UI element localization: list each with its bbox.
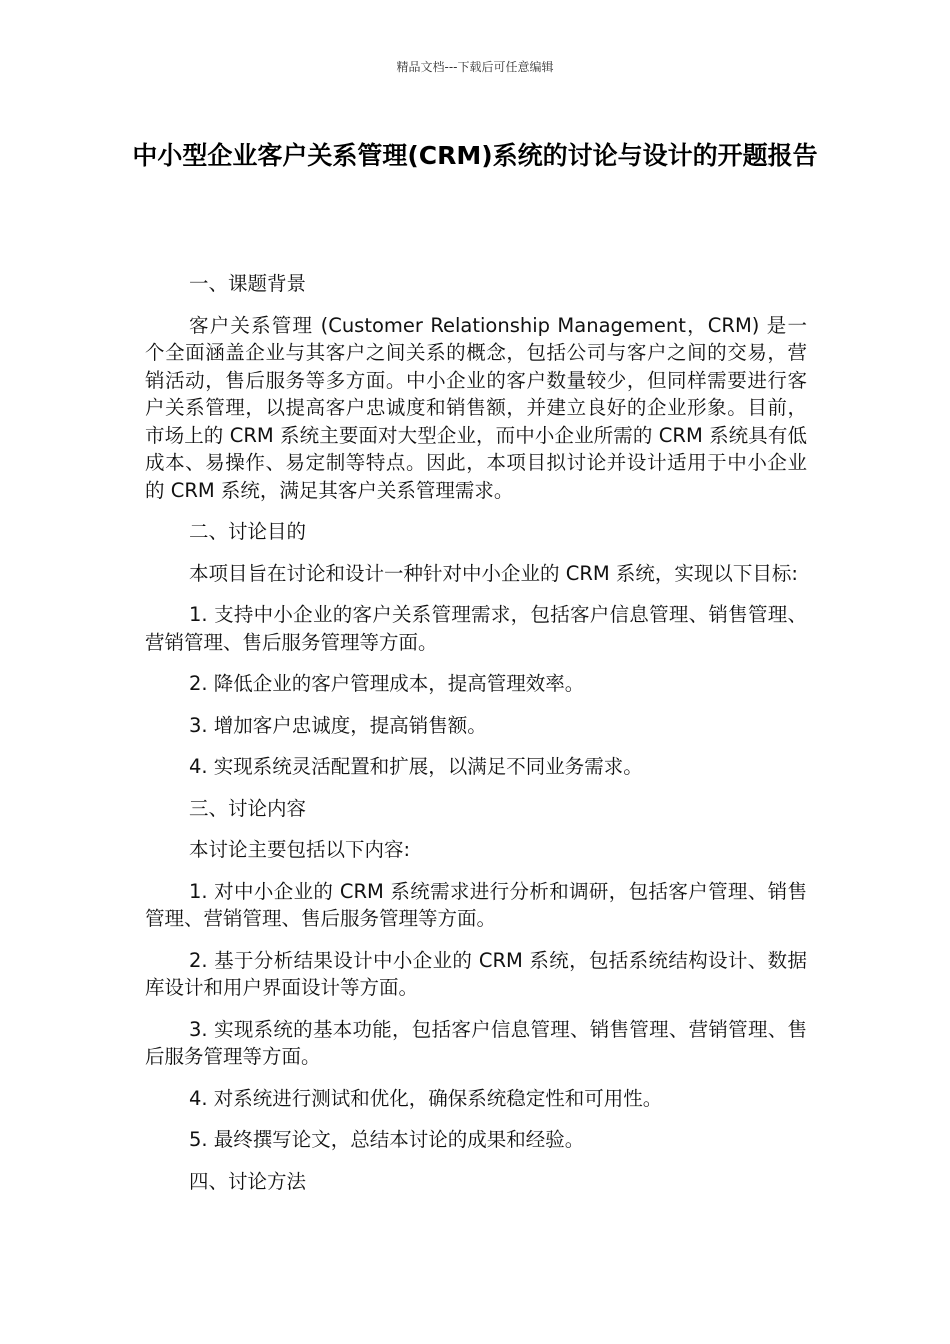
list-item-content-2: 2. 基于分析结果设计中小企业的 CRM 系统，包括系统结构设计、数据库设计和用户界面设计等方面。: [145, 948, 807, 999]
document-body: [145, 270, 807, 1209]
section-heading-method: 四、讨论方法: [189, 1169, 307, 1193]
page-header-note: 精品文档---下载后可任意编辑: [396, 60, 554, 74]
list-item-goal-3: 3. 增加客户忠诚度，提高销售额。: [189, 713, 487, 737]
list-item-content-1: 1. 对中小企业的 CRM 系统需求进行分析和调研，包括客户管理、销售管理、营销管理、售后服务管理等方面。: [145, 879, 807, 930]
list-item-content-5: 5. 最终撰写论文，总结本讨论的成果和经验。: [189, 1128, 585, 1151]
paragraph-background: 客户关系管理 (Customer Relationship Management，CRM) 是一个全面涵盖企业与其客户之间关系的概念，包括公司与客户之间的交易，营销活动，售后服务等多方面。中小企业的客户数量较少，但同样需要进行客户关系管理，以提高客户忠诚度和销售额，并建立良好的企业形象。目前，市场上的 CRM 系统主要面对大型企业，而中小企业所需的 CRM 系统具有低成本、易操作、易定制等特点。因此，本项目拟讨论并设计适用于中小企业的 CRM 系统，满足其客户关系管理需求。: [145, 313, 807, 502]
paragraph-purpose-intro: 本项目旨在讨论和设计一种针对中小企业的 CRM 系统，实现以下目标:: [189, 561, 798, 585]
list-item-content-3: 3. 实现系统的基本功能，包括客户信息管理、销售管理、营销管理、售后服务管理等方面。: [145, 1017, 807, 1068]
document-title: 中小型企业客户关系管理(CRM)系统的讨论与设计的开题报告: [132, 141, 818, 170]
section-heading-content: 三、讨论内容: [189, 796, 307, 820]
list-item-goal-1: 1. 支持中小企业的客户关系管理需求，包括客户信息管理、销售管理、营销管理、售后服务管理等方面。: [145, 603, 807, 654]
list-item-goal-2: 2. 降低企业的客户管理成本，提高管理效率。: [189, 672, 585, 695]
section-heading-purpose: 二、讨论目的: [189, 520, 307, 543]
list-item-goal-4: 4. 实现系统灵活配置和扩展，以满足不同业务需求。: [189, 755, 643, 778]
list-item-content-4: 4. 对系统进行测试和优化，确保系统稳定性和可用性。: [189, 1086, 663, 1110]
paragraph-content-intro: 本讨论主要包括以下内容:: [189, 838, 411, 861]
section-heading-background: 一、课题背景: [189, 272, 307, 295]
